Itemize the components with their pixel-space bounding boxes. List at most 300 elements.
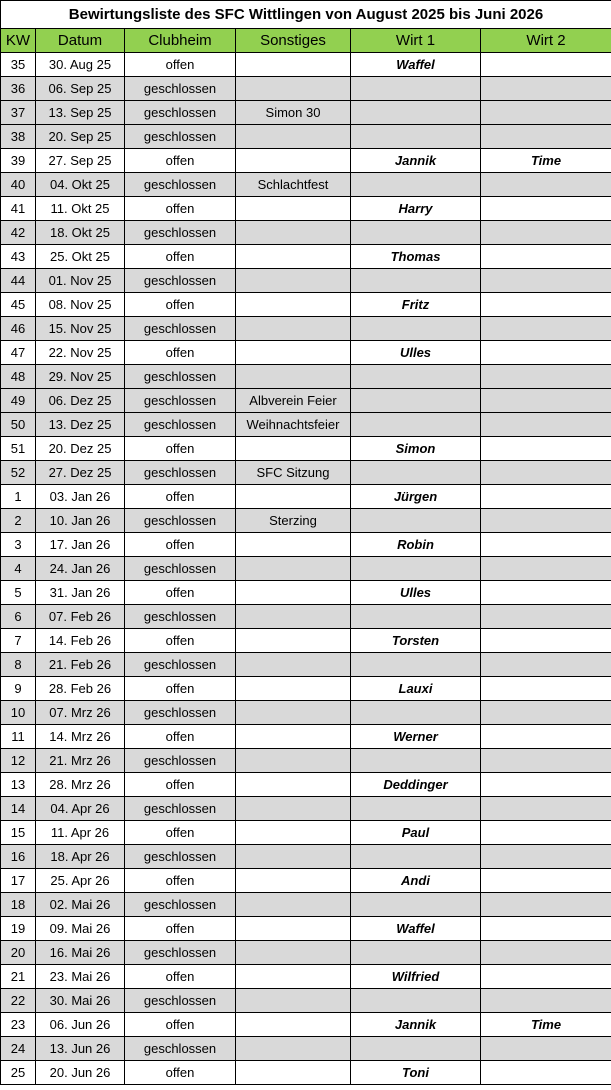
date-cell[interactable]: 18. Apr 26: [36, 845, 125, 869]
clubheim-status-cell[interactable]: geschlossen: [125, 557, 236, 581]
wirt-1-cell[interactable]: [351, 701, 481, 725]
sonstiges-cell[interactable]: [236, 941, 351, 965]
clubheim-status-cell[interactable]: geschlossen: [125, 701, 236, 725]
wirt-2-cell[interactable]: [481, 989, 611, 1013]
clubheim-status-cell[interactable]: geschlossen: [125, 653, 236, 677]
table-row: [1, 1013, 611, 1037]
clubheim-status-cell[interactable]: offen: [125, 773, 236, 797]
date-cell[interactable]: 04. Apr 26: [36, 797, 125, 821]
clubheim-status-cell[interactable]: geschlossen: [125, 941, 236, 965]
wirt-1-cell[interactable]: Waffel: [351, 917, 481, 941]
date-cell[interactable]: 27. Sep 25: [36, 149, 125, 173]
date-cell[interactable]: 27. Dez 25: [36, 461, 125, 485]
wirt-1-cell[interactable]: [351, 413, 481, 437]
wirt-1-cell[interactable]: [351, 389, 481, 413]
date-cell[interactable]: 31. Jan 26: [36, 581, 125, 605]
clubheim-status-cell[interactable]: offen: [125, 1013, 236, 1037]
sonstiges-cell[interactable]: [236, 53, 351, 77]
wirt-2-cell[interactable]: [481, 1037, 611, 1061]
kw-cell[interactable]: 3: [1, 533, 36, 557]
kw-cell[interactable]: 7: [1, 629, 36, 653]
clubheim-status-cell[interactable]: geschlossen: [125, 1037, 236, 1061]
clubheim-status-cell[interactable]: offen: [125, 917, 236, 941]
wirt-2-cell[interactable]: [481, 365, 611, 389]
kw-cell[interactable]: 46: [1, 317, 36, 341]
kw-cell[interactable]: 51: [1, 437, 36, 461]
date-cell[interactable]: 28. Feb 26: [36, 677, 125, 701]
wirt-2-cell[interactable]: [481, 485, 611, 509]
date-cell[interactable]: 21. Mrz 26: [36, 749, 125, 773]
date-cell[interactable]: 09. Mai 26: [36, 917, 125, 941]
wirt-1-cell[interactable]: [351, 941, 481, 965]
kw-cell[interactable]: 9: [1, 677, 36, 701]
date-cell[interactable]: 29. Nov 25: [36, 365, 125, 389]
kw-cell[interactable]: 21: [1, 965, 36, 989]
table-row: [1, 893, 611, 917]
clubheim-status-cell[interactable]: geschlossen: [125, 77, 236, 101]
wirt-1-cell[interactable]: [351, 173, 481, 197]
date-cell[interactable]: 08. Nov 25: [36, 293, 125, 317]
kw-cell[interactable]: 6: [1, 605, 36, 629]
wirt-2-cell[interactable]: [481, 509, 611, 533]
clubheim-status-cell[interactable]: geschlossen: [125, 893, 236, 917]
wirt-1-cell[interactable]: Andi: [351, 869, 481, 893]
date-cell[interactable]: 20. Jun 26: [36, 1061, 125, 1085]
clubheim-status-cell[interactable]: geschlossen: [125, 389, 236, 413]
clubheim-status-cell[interactable]: geschlossen: [125, 797, 236, 821]
sonstiges-cell[interactable]: [236, 893, 351, 917]
wirt-1-cell[interactable]: [351, 557, 481, 581]
header-wirt-1[interactable]: Wirt 1: [351, 29, 481, 53]
wirt-2-cell[interactable]: [481, 101, 611, 125]
clubheim-status-cell[interactable]: geschlossen: [125, 749, 236, 773]
date-cell[interactable]: 22. Nov 25: [36, 341, 125, 365]
clubheim-status-cell[interactable]: offen: [125, 869, 236, 893]
sonstiges-cell[interactable]: [236, 221, 351, 245]
kw-cell[interactable]: 36: [1, 77, 36, 101]
kw-cell[interactable]: 50: [1, 413, 36, 437]
kw-cell[interactable]: 47: [1, 341, 36, 365]
sonstiges-cell[interactable]: [236, 821, 351, 845]
kw-cell[interactable]: 44: [1, 269, 36, 293]
wirt-1-cell[interactable]: Ulles: [351, 581, 481, 605]
table-row: [1, 293, 611, 317]
sonstiges-cell[interactable]: [236, 269, 351, 293]
date-cell[interactable]: 03. Jan 26: [36, 485, 125, 509]
table-row: [1, 725, 611, 749]
wirt-2-cell[interactable]: [481, 605, 611, 629]
wirt-2-cell[interactable]: [481, 725, 611, 749]
table-body: [1, 53, 611, 1085]
sonstiges-cell[interactable]: [236, 773, 351, 797]
sonstiges-cell[interactable]: [236, 557, 351, 581]
header-kw[interactable]: KW: [1, 29, 36, 53]
sonstiges-cell[interactable]: [236, 605, 351, 629]
clubheim-status-cell[interactable]: geschlossen: [125, 605, 236, 629]
kw-cell[interactable]: 18: [1, 893, 36, 917]
clubheim-status-cell[interactable]: geschlossen: [125, 125, 236, 149]
clubheim-status-cell[interactable]: geschlossen: [125, 989, 236, 1013]
kw-cell[interactable]: 45: [1, 293, 36, 317]
wirt-1-cell[interactable]: [351, 317, 481, 341]
clubheim-status-cell[interactable]: offen: [125, 293, 236, 317]
date-cell[interactable]: 17. Jan 26: [36, 533, 125, 557]
clubheim-status-cell[interactable]: offen: [125, 677, 236, 701]
wirt-1-cell[interactable]: Ulles: [351, 341, 481, 365]
table-row: [1, 965, 611, 989]
kw-cell[interactable]: 14: [1, 797, 36, 821]
table-row: [1, 533, 611, 557]
wirt-1-cell[interactable]: Jürgen: [351, 485, 481, 509]
date-cell[interactable]: 07. Feb 26: [36, 605, 125, 629]
sonstiges-cell[interactable]: [236, 749, 351, 773]
sonstiges-cell[interactable]: Simon 30: [236, 101, 351, 125]
kw-cell[interactable]: 37: [1, 101, 36, 125]
table-row: [1, 821, 611, 845]
wirt-1-cell[interactable]: Thomas: [351, 245, 481, 269]
sonstiges-cell[interactable]: [236, 485, 351, 509]
header-wirt-2[interactable]: Wirt 2: [481, 29, 611, 53]
kw-cell[interactable]: 40: [1, 173, 36, 197]
sonstiges-cell[interactable]: Schlachtfest: [236, 173, 351, 197]
clubheim-status-cell[interactable]: offen: [125, 629, 236, 653]
wirt-1-cell[interactable]: [351, 1037, 481, 1061]
wirt-2-cell[interactable]: [481, 845, 611, 869]
wirt-2-cell[interactable]: [481, 581, 611, 605]
date-cell[interactable]: 11. Apr 26: [36, 821, 125, 845]
wirt-1-cell[interactable]: Paul: [351, 821, 481, 845]
table-row: [1, 365, 611, 389]
table-row: [1, 989, 611, 1013]
wirt-2-cell[interactable]: [481, 653, 611, 677]
kw-cell[interactable]: 49: [1, 389, 36, 413]
table-row: [1, 869, 611, 893]
wirt-1-cell[interactable]: Simon: [351, 437, 481, 461]
clubheim-status-cell[interactable]: geschlossen: [125, 413, 236, 437]
wirt-2-cell[interactable]: [481, 173, 611, 197]
wirt-1-cell[interactable]: Torsten: [351, 629, 481, 653]
sonstiges-cell[interactable]: [236, 989, 351, 1013]
clubheim-status-cell[interactable]: geschlossen: [125, 317, 236, 341]
sonstiges-cell[interactable]: [236, 1013, 351, 1037]
sonstiges-cell[interactable]: [236, 869, 351, 893]
sonstiges-cell[interactable]: Weihnachtsfeier: [236, 413, 351, 437]
date-cell[interactable]: 14. Mrz 26: [36, 725, 125, 749]
table-row: [1, 389, 611, 413]
wirt-2-cell[interactable]: [481, 749, 611, 773]
wirt-1-cell[interactable]: [351, 653, 481, 677]
sonstiges-cell[interactable]: [236, 701, 351, 725]
clubheim-status-cell[interactable]: geschlossen: [125, 221, 236, 245]
clubheim-status-cell[interactable]: geschlossen: [125, 101, 236, 125]
sonstiges-cell[interactable]: [236, 533, 351, 557]
date-cell[interactable]: 13. Dez 25: [36, 413, 125, 437]
wirt-2-cell[interactable]: [481, 413, 611, 437]
table-row: [1, 221, 611, 245]
kw-cell[interactable]: 8: [1, 653, 36, 677]
table-row: [1, 509, 611, 533]
wirt-2-cell[interactable]: [481, 293, 611, 317]
kw-cell[interactable]: 11: [1, 725, 36, 749]
date-cell[interactable]: 01. Nov 25: [36, 269, 125, 293]
sonstiges-cell[interactable]: SFC Sitzung: [236, 461, 351, 485]
kw-cell[interactable]: 38: [1, 125, 36, 149]
table-row: [1, 149, 611, 173]
wirt-2-cell[interactable]: [481, 533, 611, 557]
clubheim-status-cell[interactable]: offen: [125, 197, 236, 221]
clubheim-status-cell[interactable]: offen: [125, 821, 236, 845]
kw-cell[interactable]: 10: [1, 701, 36, 725]
table-row: [1, 557, 611, 581]
kw-cell[interactable]: 25: [1, 1061, 36, 1085]
kw-cell[interactable]: 43: [1, 245, 36, 269]
sonstiges-cell[interactable]: Sterzing: [236, 509, 351, 533]
wirt-1-cell[interactable]: [351, 125, 481, 149]
table-row: [1, 1037, 611, 1061]
kw-cell[interactable]: 48: [1, 365, 36, 389]
wirt-1-cell[interactable]: [351, 893, 481, 917]
sonstiges-cell[interactable]: [236, 845, 351, 869]
wirt-1-cell[interactable]: Jannik: [351, 149, 481, 173]
clubheim-status-cell[interactable]: offen: [125, 53, 236, 77]
table-row: [1, 197, 611, 221]
wirt-2-cell[interactable]: [481, 1061, 611, 1085]
date-cell[interactable]: 20. Dez 25: [36, 437, 125, 461]
header-datum[interactable]: Datum: [36, 29, 125, 53]
table-row: [1, 413, 611, 437]
clubheim-status-cell[interactable]: geschlossen: [125, 845, 236, 869]
wirt-2-cell[interactable]: [481, 677, 611, 701]
wirt-2-cell[interactable]: [481, 341, 611, 365]
sonstiges-cell[interactable]: [236, 1061, 351, 1085]
kw-cell[interactable]: 1: [1, 485, 36, 509]
date-cell[interactable]: 14. Feb 26: [36, 629, 125, 653]
wirt-2-cell[interactable]: [481, 461, 611, 485]
wirt-1-cell[interactable]: [351, 509, 481, 533]
kw-cell[interactable]: 24: [1, 1037, 36, 1061]
kw-cell[interactable]: 42: [1, 221, 36, 245]
sonstiges-cell[interactable]: [236, 629, 351, 653]
kw-cell[interactable]: 12: [1, 749, 36, 773]
kw-cell[interactable]: 23: [1, 1013, 36, 1037]
clubheim-status-cell[interactable]: geschlossen: [125, 509, 236, 533]
table-row: [1, 341, 611, 365]
clubheim-status-cell[interactable]: offen: [125, 581, 236, 605]
date-cell[interactable]: 06. Sep 25: [36, 77, 125, 101]
date-cell[interactable]: 15. Nov 25: [36, 317, 125, 341]
kw-cell[interactable]: 35: [1, 53, 36, 77]
sonstiges-cell[interactable]: [236, 725, 351, 749]
wirt-2-cell[interactable]: Time: [481, 149, 611, 173]
kw-cell[interactable]: 17: [1, 869, 36, 893]
clubheim-status-cell[interactable]: geschlossen: [125, 365, 236, 389]
date-cell[interactable]: 07. Mrz 26: [36, 701, 125, 725]
wirt-1-cell[interactable]: [351, 845, 481, 869]
wirt-1-cell[interactable]: Deddinger: [351, 773, 481, 797]
sonstiges-cell[interactable]: [236, 365, 351, 389]
wirt-2-cell[interactable]: [481, 821, 611, 845]
table-row: [1, 245, 611, 269]
wirt-2-cell[interactable]: [481, 245, 611, 269]
kw-cell[interactable]: 16: [1, 845, 36, 869]
kw-cell[interactable]: 4: [1, 557, 36, 581]
date-cell[interactable]: 11. Okt 25: [36, 197, 125, 221]
date-cell[interactable]: 30. Mai 26: [36, 989, 125, 1013]
wirt-1-cell[interactable]: Werner: [351, 725, 481, 749]
sonstiges-cell[interactable]: [236, 677, 351, 701]
wirt-2-cell[interactable]: [481, 797, 611, 821]
date-cell[interactable]: 18. Okt 25: [36, 221, 125, 245]
wirt-2-cell[interactable]: [481, 317, 611, 341]
wirt-1-cell[interactable]: [351, 365, 481, 389]
clubheim-status-cell[interactable]: offen: [125, 533, 236, 557]
table-row: [1, 125, 611, 149]
table-row: [1, 749, 611, 773]
date-cell[interactable]: 24. Jan 26: [36, 557, 125, 581]
wirt-1-cell[interactable]: Waffel: [351, 53, 481, 77]
wirt-1-cell[interactable]: [351, 749, 481, 773]
clubheim-status-cell[interactable]: geschlossen: [125, 269, 236, 293]
table-row: [1, 917, 611, 941]
sonstiges-cell[interactable]: [236, 437, 351, 461]
table-row: [1, 101, 611, 125]
date-cell[interactable]: 23. Mai 26: [36, 965, 125, 989]
kw-cell[interactable]: 5: [1, 581, 36, 605]
sonstiges-cell[interactable]: [236, 245, 351, 269]
wirt-2-cell[interactable]: [481, 869, 611, 893]
wirt-2-cell[interactable]: [481, 437, 611, 461]
sonstiges-cell[interactable]: [236, 197, 351, 221]
sonstiges-cell[interactable]: [236, 581, 351, 605]
sheet-title[interactable]: Bewirtungsliste des SFC Wittlingen von August 2025 bis Juni 2026: [1, 1, 611, 29]
wirt-2-cell[interactable]: [481, 965, 611, 989]
wirt-2-cell[interactable]: [481, 125, 611, 149]
kw-cell[interactable]: 2: [1, 509, 36, 533]
clubheim-status-cell[interactable]: offen: [125, 1061, 236, 1085]
sonstiges-cell[interactable]: [236, 653, 351, 677]
sonstiges-cell[interactable]: [236, 797, 351, 821]
wirt-2-cell[interactable]: [481, 53, 611, 77]
wirt-1-cell[interactable]: Wilfried: [351, 965, 481, 989]
wirt-2-cell[interactable]: [481, 197, 611, 221]
wirt-2-cell[interactable]: [481, 893, 611, 917]
sonstiges-cell[interactable]: [236, 149, 351, 173]
wirt-1-cell[interactable]: Harry: [351, 197, 481, 221]
sonstiges-cell[interactable]: [236, 917, 351, 941]
table-row: [1, 653, 611, 677]
clubheim-status-cell[interactable]: offen: [125, 245, 236, 269]
sonstiges-cell[interactable]: [236, 1037, 351, 1061]
kw-cell[interactable]: 15: [1, 821, 36, 845]
date-cell[interactable]: 20. Sep 25: [36, 125, 125, 149]
date-cell[interactable]: 25. Apr 26: [36, 869, 125, 893]
sonstiges-cell[interactable]: [236, 77, 351, 101]
kw-cell[interactable]: 20: [1, 941, 36, 965]
date-cell[interactable]: 10. Jan 26: [36, 509, 125, 533]
table-row: [1, 677, 611, 701]
clubheim-status-cell[interactable]: offen: [125, 485, 236, 509]
kw-cell[interactable]: 13: [1, 773, 36, 797]
date-cell[interactable]: 04. Okt 25: [36, 173, 125, 197]
table-row: [1, 53, 611, 77]
clubheim-status-cell[interactable]: offen: [125, 437, 236, 461]
wirt-1-cell[interactable]: [351, 461, 481, 485]
date-cell[interactable]: 06. Dez 25: [36, 389, 125, 413]
table-row: [1, 773, 611, 797]
wirt-2-cell[interactable]: [481, 557, 611, 581]
date-cell[interactable]: 21. Feb 26: [36, 653, 125, 677]
date-cell[interactable]: 13. Sep 25: [36, 101, 125, 125]
clubheim-status-cell[interactable]: geschlossen: [125, 461, 236, 485]
wirt-1-cell[interactable]: Toni: [351, 1061, 481, 1085]
table-row: [1, 269, 611, 293]
kw-cell[interactable]: 52: [1, 461, 36, 485]
wirt-1-cell[interactable]: [351, 77, 481, 101]
wirt-2-cell[interactable]: [481, 77, 611, 101]
sonstiges-cell[interactable]: [236, 965, 351, 989]
wirt-1-cell[interactable]: [351, 221, 481, 245]
clubheim-status-cell[interactable]: offen: [125, 965, 236, 989]
date-cell[interactable]: 06. Jun 26: [36, 1013, 125, 1037]
wirt-2-cell[interactable]: [481, 773, 611, 797]
table-row: [1, 1061, 611, 1085]
kw-cell[interactable]: 41: [1, 197, 36, 221]
date-cell[interactable]: 13. Jun 26: [36, 1037, 125, 1061]
date-cell[interactable]: 02. Mai 26: [36, 893, 125, 917]
wirt-1-cell[interactable]: Jannik: [351, 1013, 481, 1037]
wirt-1-cell[interactable]: [351, 797, 481, 821]
clubheim-status-cell[interactable]: geschlossen: [125, 173, 236, 197]
wirt-1-cell[interactable]: [351, 989, 481, 1013]
header-clubheim[interactable]: Clubheim: [125, 29, 236, 53]
date-cell[interactable]: 28. Mrz 26: [36, 773, 125, 797]
header-sonstiges[interactable]: Sonstiges: [236, 29, 351, 53]
wirt-1-cell[interactable]: Lauxi: [351, 677, 481, 701]
wirt-2-cell[interactable]: [481, 941, 611, 965]
wirt-2-cell[interactable]: Time: [481, 1013, 611, 1037]
clubheim-status-cell[interactable]: offen: [125, 149, 236, 173]
sonstiges-cell[interactable]: [236, 341, 351, 365]
wirt-1-cell[interactable]: [351, 101, 481, 125]
table-row: [1, 77, 611, 101]
wirt-2-cell[interactable]: [481, 917, 611, 941]
date-cell[interactable]: 25. Okt 25: [36, 245, 125, 269]
table-row: [1, 629, 611, 653]
table-row: [1, 701, 611, 725]
kw-cell[interactable]: 19: [1, 917, 36, 941]
wirt-1-cell[interactable]: [351, 269, 481, 293]
clubheim-status-cell[interactable]: offen: [125, 341, 236, 365]
sonstiges-cell[interactable]: Albverein Feier: [236, 389, 351, 413]
wirt-2-cell[interactable]: [481, 269, 611, 293]
clubheim-status-cell[interactable]: offen: [125, 725, 236, 749]
sonstiges-cell[interactable]: [236, 317, 351, 341]
date-cell[interactable]: 30. Aug 25: [36, 53, 125, 77]
wirt-1-cell[interactable]: Robin: [351, 533, 481, 557]
table-row: [1, 317, 611, 341]
kw-cell[interactable]: 22: [1, 989, 36, 1013]
wirt-2-cell[interactable]: [481, 701, 611, 725]
sonstiges-cell[interactable]: [236, 125, 351, 149]
wirt-1-cell[interactable]: Fritz: [351, 293, 481, 317]
sonstiges-cell[interactable]: [236, 293, 351, 317]
wirt-2-cell[interactable]: [481, 221, 611, 245]
kw-cell[interactable]: 39: [1, 149, 36, 173]
wirt-1-cell[interactable]: [351, 605, 481, 629]
date-cell[interactable]: 16. Mai 26: [36, 941, 125, 965]
wirt-2-cell[interactable]: [481, 629, 611, 653]
wirt-2-cell[interactable]: [481, 389, 611, 413]
